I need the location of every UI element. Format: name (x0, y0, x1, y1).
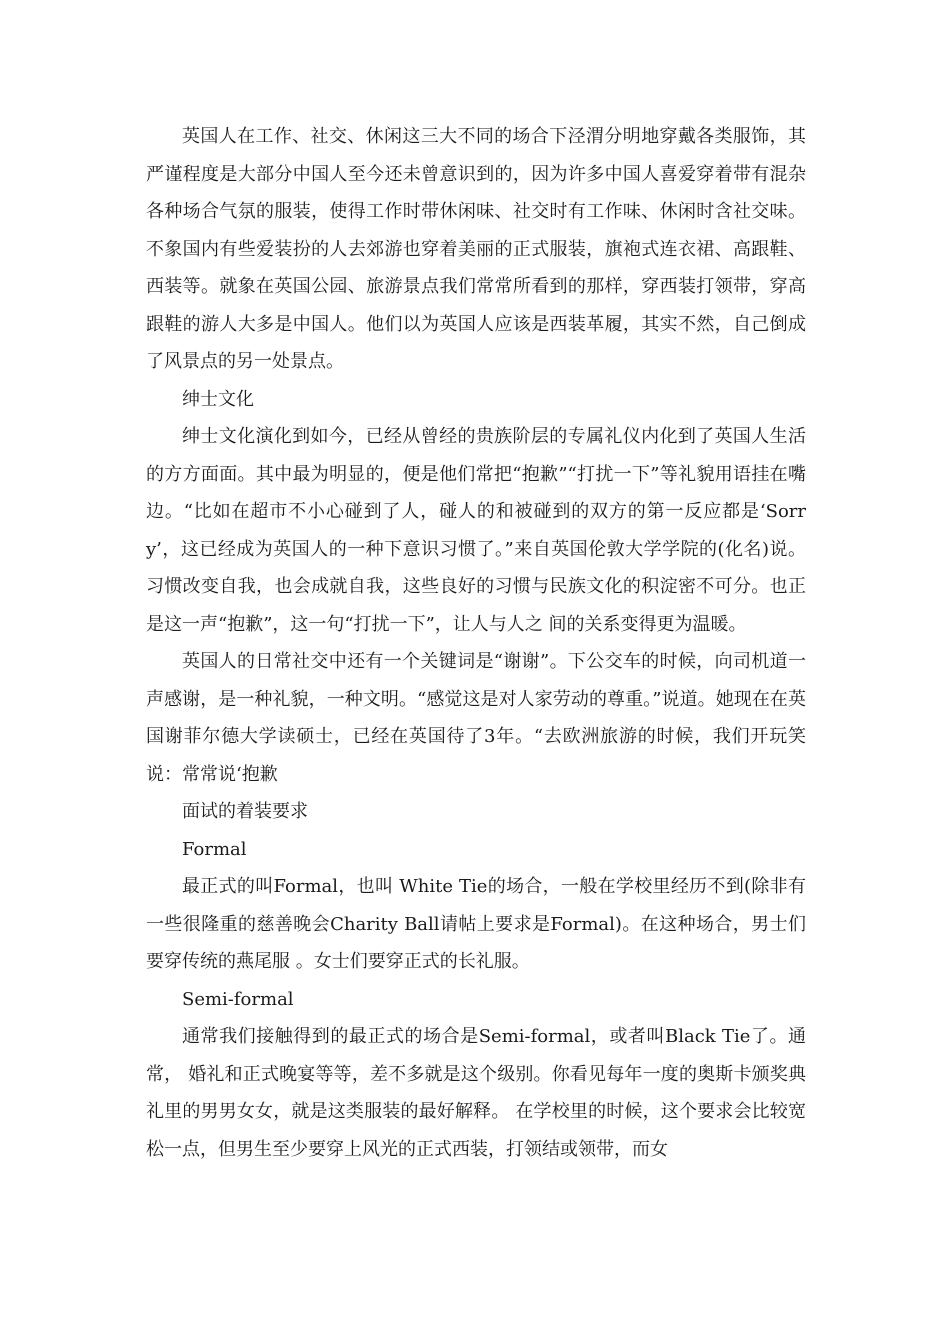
paragraph-semi-formal: 通常我们接触得到的最正式的场合是Semi-formal，或者叫Black Tie了。通常， 婚礼和正式晚宴等等，差不多就是这个级别。你看见每年一度的奥斯卡颁奖典礼里的男男女女，就是这类服装的最好解释。 在学校里的时候，这个要求会比较宽松一点，但男生至少要穿上风光的正式西装，打领结或领带，而女 (146, 1026, 806, 1160)
paragraph-gentleman-culture: 绅士文化演化到如今，已经从曾经的贵族阶层的专属礼仪内化到了英国人生活的方方面面。其中最为明显的，便是他们常把“抱歉”“打扰一下”等礼貌用语挂在嘴边。“比如在超市不小心碰到了人，碰人的和被碰到的双方的第一反应都是‘Sorry’，这已经成为英国人的一种下意识习惯了。”来自英国伦敦大学学院的(化名)说。习惯改变自我，也会成就自我，这些良好的习惯与民族文化的积淀密不可分。也正是这一声“抱歉”，这一句“打扰一下”，让人与人之 间的关系变得更为温暖。 (146, 426, 806, 635)
heading-gentleman-culture: 绅士文化 (182, 388, 254, 410)
paragraph-formal: 最正式的叫Formal，也叫 White Tie的场合，一般在学校里经历不到(除非有一些很隆重的慈善晚会Charity Ball请帖上要求是Formal)。在这种场合，男士们要穿传统的燕尾服 。女士们要穿正式的长礼服。 (146, 876, 806, 972)
document-page (146, 118, 806, 1168)
paragraph-thanks: 英国人的日常社交中还有一个关键词是“谢谢”。下公交车的时候，向司机道一声感谢，是一种礼貌，一种文明。“感觉这是对人家劳动的尊重。”说道。她现在在英国谢菲尔德大学读硕士，已经在英国待了3年。“去欧洲旅游的时候，我们开玩笑说：常常说‘抱歉 (146, 651, 806, 785)
heading-interview-dress: 面试的着装要求 (182, 801, 308, 822)
heading-formal: Formal (182, 838, 247, 860)
paragraph-intro: 英国人在工作、社交、休闲这三大不同的场合下泾渭分明地穿戴各类服饰，其严谨程度是大部分中国人至今还未曾意识到的，因为许多中国人喜爱穿着带有混杂各种场合气氛的服装，使得工作时带休闲味、社交时有工作味、休闲时含社交味。不象国内有些爱装扮的人去郊游也穿着美丽的正式服装，旗袍式连衣裙、高跟鞋、西装等。就象在英国公园、旅游景点我们常常所看到的那样，穿西装打领带，穿高跟鞋的游人大多是中国人。他们以为英国人应该是西装革履，其实不然，自己倒成了风景点的另一处景点。 (146, 126, 806, 372)
heading-semi-formal: Semi-formal (182, 988, 294, 1010)
